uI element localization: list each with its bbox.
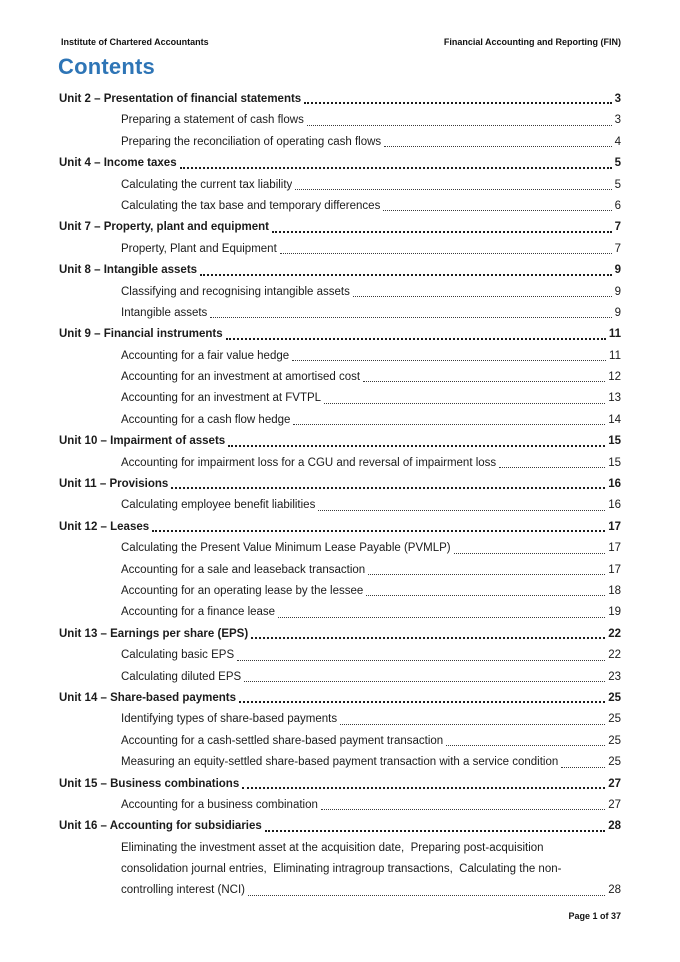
toc-page-number: 27 (608, 798, 621, 811)
toc-leader-dots (236, 645, 606, 666)
toc-entry-label: Accounting for an investment at amortised cost (121, 371, 361, 384)
toc-entry[interactable] (59, 410, 621, 431)
toc-leader-dots (339, 709, 606, 730)
toc-entry-last-line (121, 239, 621, 260)
toc-entry-last-line (121, 880, 621, 901)
toc-entry[interactable] (59, 795, 621, 816)
toc-entry[interactable] (59, 838, 621, 902)
toc-leader-dots (306, 110, 613, 131)
toc-leader-dots (323, 388, 606, 409)
toc-page-number: 16 (608, 478, 621, 491)
toc-leader-dots (303, 89, 612, 110)
toc-leader-dots (264, 816, 606, 837)
toc-entry[interactable] (59, 560, 621, 581)
toc-entry-label: Calculating employee benefit liabilities (121, 499, 316, 512)
toc-page-number: 15 (608, 456, 621, 469)
toc-leader-dots (227, 431, 606, 452)
toc-entry-label: Identifying types of share-based payments (121, 713, 338, 726)
toc-entry-label: controlling interest (NCI) (121, 884, 245, 897)
toc-entry-label: Accounting for an operating lease by the lessee (121, 584, 364, 597)
toc-page-number: 25 (608, 756, 621, 769)
toc-leader-dots (241, 774, 606, 795)
toc-page-number: 6 (614, 199, 621, 212)
toc-entry-label: Intangible assets (121, 306, 208, 319)
toc-leader-dots (367, 560, 606, 581)
toc-entry[interactable] (59, 175, 621, 196)
toc-entry[interactable] (59, 282, 621, 303)
toc-entry[interactable] (59, 324, 621, 345)
toc-entry-last-line (121, 667, 621, 688)
toc-leader-dots (317, 495, 606, 516)
toc-entry-label: Eliminating the investment asset at the acquisition date, Preparing post-acquisition (121, 841, 544, 854)
toc-entry-last-line (59, 153, 621, 174)
toc-entry[interactable] (59, 89, 621, 110)
toc-entry-last-line (121, 731, 621, 752)
toc-page-number: 9 (614, 306, 621, 319)
toc-page-number: 23 (608, 670, 621, 683)
toc-entry-label: Unit 15 – Business combinations (59, 777, 240, 790)
toc-page-number: 7 (614, 242, 621, 255)
toc-entry-last-line (121, 110, 621, 131)
toc-entry[interactable] (59, 474, 621, 495)
toc-entry[interactable] (59, 217, 621, 238)
toc-entry-last-line (59, 89, 621, 110)
toc-entry-label: Unit 14 – Share-based payments (59, 691, 237, 704)
toc-leader-dots (362, 367, 606, 388)
toc-entry-last-line (121, 752, 621, 773)
toc-page-number: 17 (608, 542, 621, 555)
toc-leader-dots (243, 667, 606, 688)
toc-leader-dots (271, 217, 613, 238)
toc-entry-last-line (121, 303, 621, 324)
toc-entry-label: Accounting for a cash flow hedge (121, 413, 291, 426)
toc-entry-label: Unit 2 – Presentation of financial statements (59, 93, 302, 105)
toc-entry-last-line (59, 260, 621, 281)
toc-entry-last-line (59, 816, 621, 837)
toc-entry-last-line (59, 774, 621, 795)
toc-leader-dots (247, 880, 606, 901)
toc-leader-dots (498, 453, 606, 474)
toc-entry-label: Calculating diluted EPS (121, 670, 242, 683)
toc-entry-label: Classifying and recognising intangible assets (121, 285, 350, 298)
toc-entry[interactable] (59, 110, 621, 131)
toc-entry-label: Unit 11 – Provisions (59, 478, 169, 491)
toc-entry-label: Property, Plant and Equipment (121, 242, 277, 255)
toc-entry-label: Accounting for a fair value hedge (121, 349, 290, 362)
toc-entry[interactable] (59, 431, 621, 452)
toc-leader-dots (382, 196, 612, 217)
toc-leader-dots (560, 752, 606, 773)
toc-page-number: 12 (608, 371, 621, 384)
toc-entry-label: Calculating the tax base and temporary differences (121, 199, 381, 212)
toc-entry-label: Unit 8 – Intangible assets (59, 264, 198, 277)
toc-entry[interactable] (59, 132, 621, 153)
toc-leader-dots (209, 303, 612, 324)
header-left-text: Institute of Chartered Accountants (61, 37, 209, 47)
toc-entry-last-line (59, 431, 621, 452)
toc-page-number: 13 (608, 392, 621, 405)
toc-entry-last-line (121, 795, 621, 816)
toc-leader-dots (225, 324, 607, 345)
toc-leader-dots (238, 688, 606, 709)
toc-entry[interactable] (59, 239, 621, 260)
toc-page-number: 3 (614, 93, 621, 105)
toc-entry-last-line (121, 495, 621, 516)
toc-page-number: 25 (608, 691, 621, 704)
toc-leader-dots (453, 538, 607, 559)
toc-page-number: 14 (608, 413, 621, 426)
toc-entry[interactable] (59, 453, 621, 474)
toc-entry[interactable] (59, 517, 621, 538)
toc-entry-last-line (59, 474, 621, 495)
toc-leader-dots (170, 474, 606, 495)
toc-entry-last-line (121, 645, 621, 666)
toc-list (59, 89, 621, 902)
toc-entry[interactable] (59, 538, 621, 559)
toc-leader-dots (365, 581, 606, 602)
toc-leader-dots (179, 153, 613, 174)
toc-entry-last-line (121, 602, 621, 623)
toc-entry-last-line (59, 688, 621, 709)
toc-entry-last-line (121, 560, 621, 581)
toc-page-number: 22 (608, 649, 621, 662)
toc-entry-label: Calculating the Present Value Minimum Lease Payable (PVMLP) (121, 542, 451, 555)
toc-page-number: 15 (608, 435, 621, 448)
toc-entry[interactable] (59, 495, 621, 516)
toc-page-number: 4 (614, 135, 621, 148)
toc-entry-last-line (121, 196, 621, 217)
toc-entry-last-line (121, 538, 621, 559)
toc-entry-label: Unit 4 – Income taxes (59, 157, 177, 170)
toc-page-number: 16 (608, 499, 621, 512)
toc-page-number: 3 (614, 114, 621, 127)
toc-entry-label: Unit 10 – Impairment of assets (59, 435, 226, 448)
toc-leader-dots (292, 410, 606, 431)
toc-entry-label: Calculating basic EPS (121, 649, 235, 662)
toc-page-number: 28 (608, 884, 621, 897)
toc-entry[interactable] (59, 731, 621, 752)
toc-entry-label: Measuring an equity-settled share-based payment transaction with a service condition (121, 756, 559, 769)
toc-leader-dots (199, 260, 613, 281)
page-title: Contents (58, 54, 155, 79)
toc-leader-dots (277, 602, 606, 623)
toc-entry-last-line (121, 581, 621, 602)
toc-page-number: 25 (608, 713, 621, 726)
header-right-text: Financial Accounting and Reporting (FIN) (443, 37, 621, 47)
toc-leader-dots (250, 624, 606, 645)
toc-entry[interactable] (59, 752, 621, 773)
toc-entry-last-line (121, 175, 621, 196)
toc-page-number: 5 (614, 178, 621, 191)
toc-entry[interactable] (59, 303, 621, 324)
toc-leader-dots (445, 731, 606, 752)
toc-entry-label: Unit 13 – Earnings per share (EPS) (59, 627, 249, 640)
toc-entry[interactable] (59, 602, 621, 623)
toc-leader-dots (291, 346, 607, 367)
toc-entry-label: Unit 16 – Accounting for subsidiaries (59, 820, 262, 833)
toc-page-number: 27 (608, 777, 621, 790)
toc-page-number: 19 (608, 606, 621, 619)
toc-leader-dots (383, 132, 612, 153)
toc-page-number: 18 (608, 584, 621, 597)
toc-entry-label: Unit 9 – Financial instruments (59, 328, 223, 341)
toc-entry-label: Accounting for a cash-settled share-based payment transaction (121, 734, 444, 747)
toc-entry-last-line (121, 132, 621, 153)
toc-leader-dots (151, 517, 606, 538)
toc-page-number: 28 (608, 820, 621, 833)
toc-entry-last-line (121, 346, 621, 367)
toc-page-number: 11 (608, 328, 621, 341)
toc-entry-last-line (59, 517, 621, 538)
toc-entry-label: Accounting for a finance lease (121, 606, 276, 619)
toc-page-number: 17 (608, 563, 621, 576)
toc-entry[interactable] (59, 624, 621, 645)
toc-leader-dots (320, 795, 606, 816)
page-header (61, 37, 621, 47)
toc-page-number: 17 (608, 520, 621, 533)
toc-entry-label: Unit 12 – Leases (59, 520, 150, 533)
toc-entry-last-line (121, 367, 621, 388)
toc-entry-label: Unit 7 – Property, plant and equipment (59, 221, 270, 234)
toc-entry-label: Preparing the reconciliation of operating cash flows (121, 135, 382, 148)
toc-entry[interactable] (59, 367, 621, 388)
toc-entry-label: consolidation journal entries, Eliminating intragroup transactions, Calculating the non- (121, 863, 562, 876)
toc-leader-dots (279, 239, 613, 260)
toc-entry[interactable] (59, 667, 621, 688)
toc-entry[interactable] (59, 688, 621, 709)
toc-page-number: 22 (608, 627, 621, 640)
toc-entry-last-line (121, 709, 621, 730)
toc-entry-label: Accounting for impairment loss for a CGU and reversal of impairment loss (121, 456, 497, 469)
toc-entry[interactable] (59, 709, 621, 730)
toc-entry-last-line (59, 624, 621, 645)
toc-entry[interactable] (59, 816, 621, 837)
toc-page-number: 9 (614, 285, 621, 298)
toc-entry[interactable] (59, 153, 621, 174)
toc-entry-last-line (59, 324, 621, 345)
toc-entry-last-line (59, 217, 621, 238)
toc-page-number: 25 (608, 734, 621, 747)
toc-entry[interactable] (59, 774, 621, 795)
toc-entry-label: Calculating the current tax liability (121, 178, 293, 191)
toc-page-number: 5 (614, 157, 621, 170)
toc-entry-last-line (121, 453, 621, 474)
toc-entry[interactable] (59, 346, 621, 367)
footer-page-label: Page 1 of 37 (568, 911, 621, 921)
toc-entry[interactable] (59, 645, 621, 666)
toc-entry-last-line (121, 410, 621, 431)
toc-entry-label: Accounting for a sale and leaseback transaction (121, 563, 366, 576)
toc-entry[interactable] (59, 388, 621, 409)
toc-entry-label: Accounting for an investment at FVTPL (121, 392, 322, 405)
toc-entry[interactable] (59, 260, 621, 281)
toc-entry-last-line (121, 388, 621, 409)
toc-entry-label: Accounting for a business combination (121, 798, 318, 811)
toc-entry[interactable] (59, 196, 621, 217)
toc-entry-label: Preparing a statement of cash flows (121, 114, 304, 127)
toc-leader-dots (294, 175, 612, 196)
toc-page-number: 9 (614, 264, 621, 277)
toc-entry-last-line (121, 282, 621, 303)
toc-leader-dots (352, 282, 613, 303)
toc-page-number: 11 (609, 349, 621, 362)
toc-entry[interactable] (59, 581, 621, 602)
toc-page-number: 7 (614, 221, 621, 234)
